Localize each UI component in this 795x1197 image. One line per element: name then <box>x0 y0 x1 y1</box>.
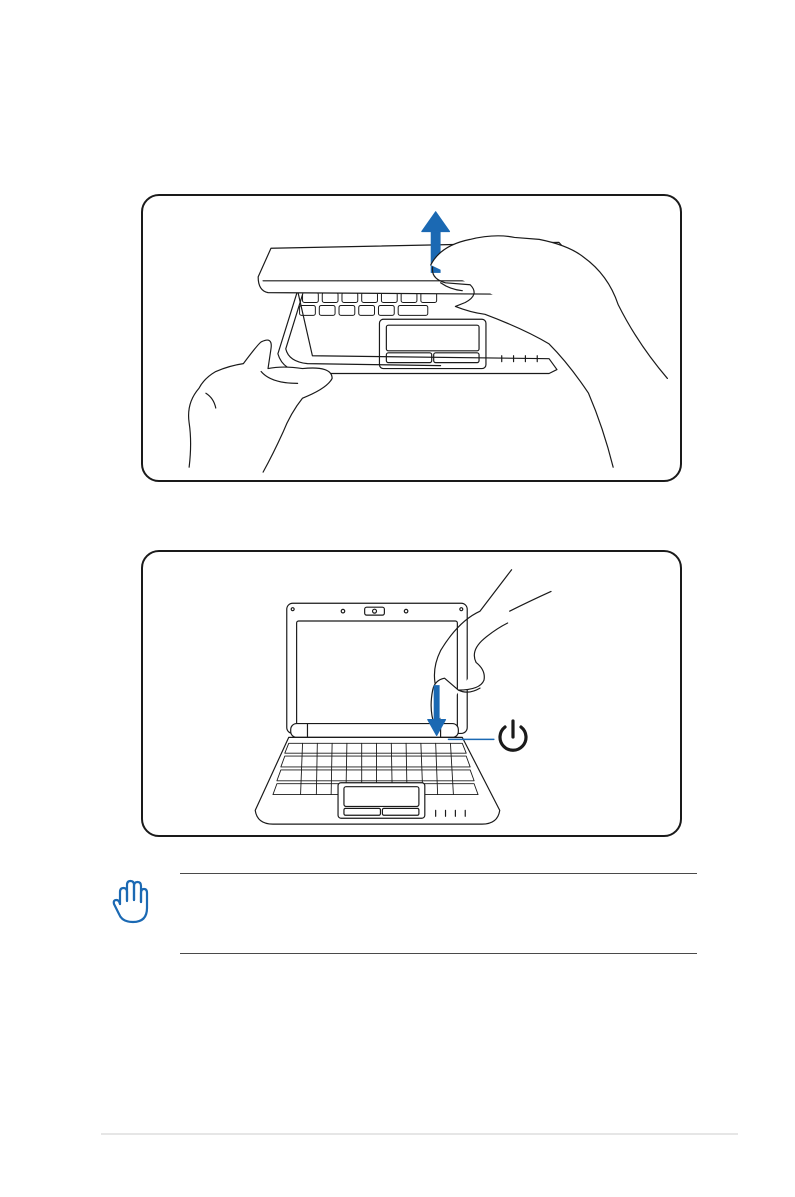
footer-rule <box>101 1133 738 1135</box>
keyboard-keys <box>300 293 437 316</box>
warning-hand-icon <box>108 876 154 926</box>
touchpad <box>338 783 425 818</box>
figure-press-power <box>141 550 682 837</box>
press-power-illustration <box>143 552 680 835</box>
open-lid-illustration <box>143 196 680 480</box>
note-top-rule <box>180 873 697 874</box>
figure-open-lid <box>141 194 682 482</box>
note-bottom-rule <box>180 953 697 954</box>
power-icon <box>493 717 533 757</box>
